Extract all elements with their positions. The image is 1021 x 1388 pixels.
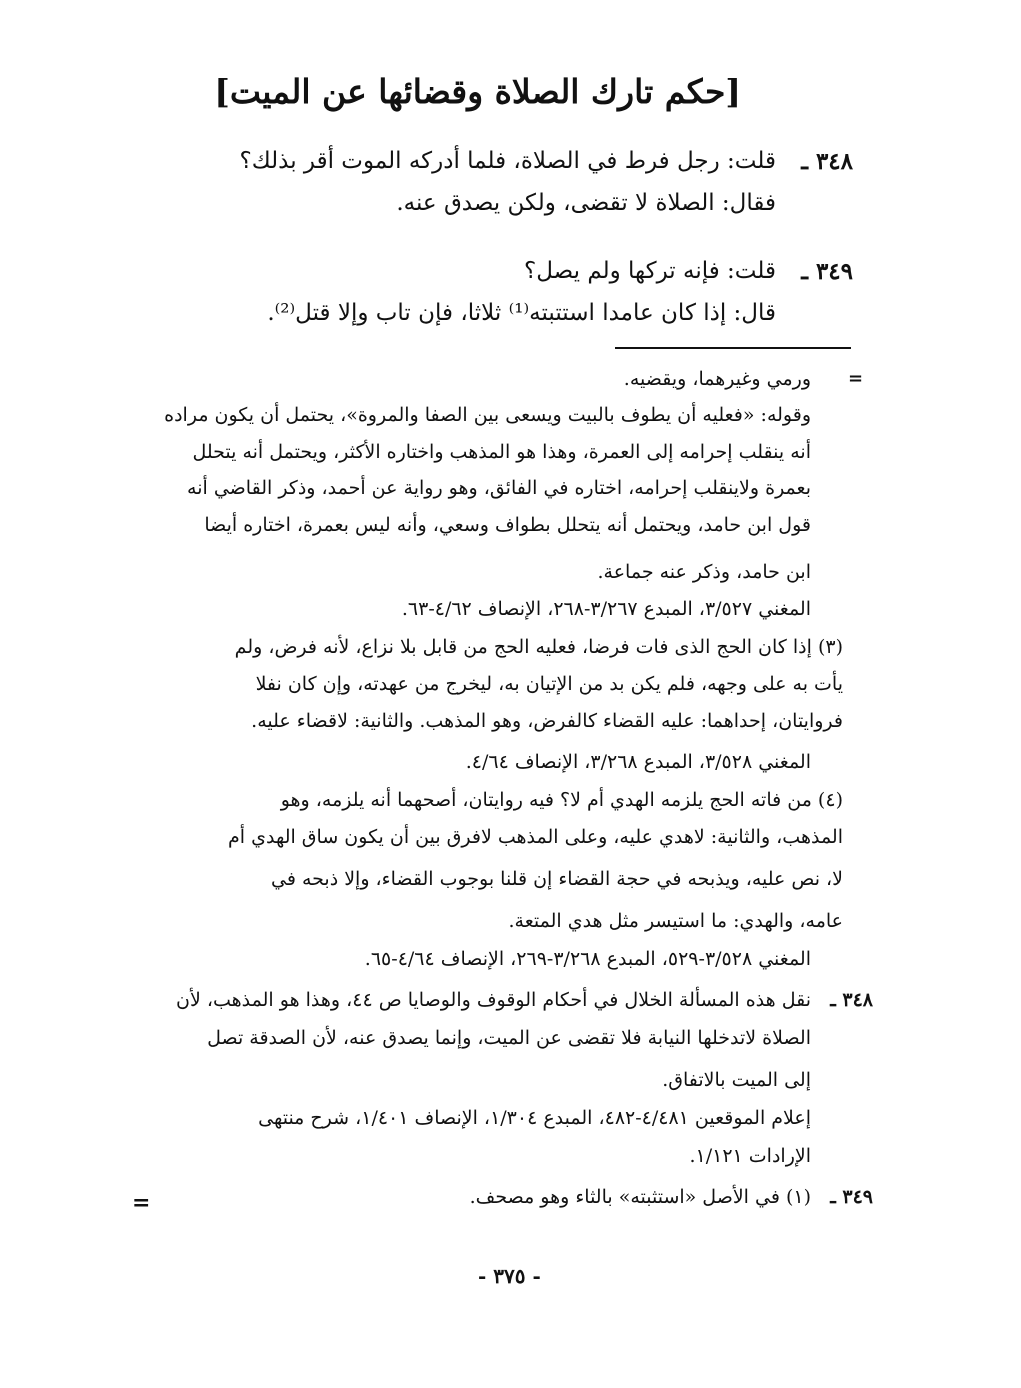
footnote-348-reference: الإرادات ١/١٢١. [689, 1145, 811, 1167]
issue-number-348: ٣٤٨ ـ [801, 148, 853, 175]
footnote-348-line: إلى الميت بالاتفاق. [662, 1069, 811, 1091]
footnote-reference: المغني ٣/٥٢٨-٥٢٩، المبدع ٣/٢٦٨-٢٦٩، الإنصاف ٤/٦٤-٦٥. [364, 948, 811, 970]
issue-349-question: قلت: فإنه تركها ولم يصل؟ [524, 258, 776, 284]
footnote-line: أنه ينقلب إحرامه إلى العمرة، وهذا هو المذهب واختاره الأكثر، ويحتمل أنه يتحلل [192, 441, 811, 463]
footnote-line: (٤) من فاته الحج يلزمه الهدي أم لا؟ فيه روايتان، أصحهما أنه يلزمه، وهو [280, 789, 843, 811]
footnote-line: بعمرة ولاينقلب إحرامه، اختاره في الفائق، وهو رواية عن أحمد، وذكر القاضي أنه [187, 477, 811, 499]
page-number: - ٣٧٥ - [478, 1264, 541, 1288]
issue-number-349: ٣٤٩ ـ [801, 258, 853, 285]
footnote-line: قول ابن حامد، ويحتمل أنه يتحلل بطواف وسعي، وأنه ليس بعمرة، اختاره أيضا [204, 514, 811, 536]
footnote-line: المذهب، والثانية: لاهدي عليه، وعلى المذهب لافرق بين أن يكون ساق الهدي أم [228, 826, 843, 848]
footnote-349-text: (١) في الأصل «استثبته» بالثاء وهو مصحف. [469, 1186, 811, 1208]
footnote-number-349: ٣٤٩ ـ [830, 1186, 873, 1208]
footnote-line: فروايتان، إحداهما: عليه القضاء كالفرض، وهو المذهب. والثانية: لاقضاء عليه. [251, 710, 843, 732]
footnote-348-line: نقل هذه المسألة الخلال في أحكام الوقوف والوصايا ص ٤٤، وهذا هو المذهب، لأن [176, 989, 811, 1011]
footnote-line: وقوله: «فعليه أن يطوف بالبيت ويسعى بين الصفا والمروة»، يحتمل أن يكون مراده [164, 404, 811, 426]
continuation-mark: = [848, 368, 864, 389]
section-title: [حكم تارك الصلاة وقضائها عن الميت] [214, 72, 741, 111]
footnote-348-line: الصلاة لاتدخلها النيابة فلا تقضى عن الميت، وإنما يصدق عنه، لأن الصدقة تصل [207, 1027, 811, 1049]
footnote-line: لا، نص عليه، ويذبحه في حجة القضاء إن قلنا بوجوب القضاء، وإلا ذبحه في [271, 868, 843, 890]
footnote-number-348: ٣٤٨ ـ [830, 989, 873, 1011]
footnote-348-reference: إعلام الموقعين ٤/٤٨١-٤٨٢، المبدع ١/٣٠٤، الإنصاف ١/٤٠١، شرح منتهى [258, 1107, 811, 1129]
footnote-line: يأت به على وجهه، فلم يكن بد من الإتيان به، ليخرج من عهدته، وإن كان نفلا [255, 673, 843, 695]
footnote-separator [615, 347, 851, 349]
issue-348-question: قلت: رجل فرط في الصلاة، فلما أدركه الموت أقر بذلك؟ [239, 148, 776, 174]
footnote-line: ورمي وغيرهما، ويقضيه. [623, 368, 811, 390]
footnote-line: ابن حامد، وذكر عنه جماعة. [597, 561, 811, 583]
end-mark: = [132, 1190, 151, 1216]
footnote-reference: المغني ٣/٥٢٨، المبدع ٣/٢٦٨، الإنصاف ٤/٦٤. [465, 751, 811, 773]
footnote-line: عامه، والهدي: ما استيسر مثل هدي المتعة. [508, 910, 843, 932]
issue-348-answer: فقال: الصلاة لا تقضى، ولكن يصدق عنه. [396, 190, 776, 216]
footnote-line: (٣) إذا كان الحج الذى فات فرضا، فعليه الحج من قابل بلا نزاع، لأنه فرض، ولم [234, 636, 843, 658]
issue-349-answer: قال: إذا كان عامدا استتبته⁽¹⁾ ثلاثا، فإن تاب وإلا قتل⁽²⁾. [267, 300, 776, 326]
footnote-reference: المغني ٣/٥٢٧، المبدع ٣/٢٦٧-٢٦٨، الإنصاف ٤/٦٢-٦٣. [401, 598, 811, 620]
